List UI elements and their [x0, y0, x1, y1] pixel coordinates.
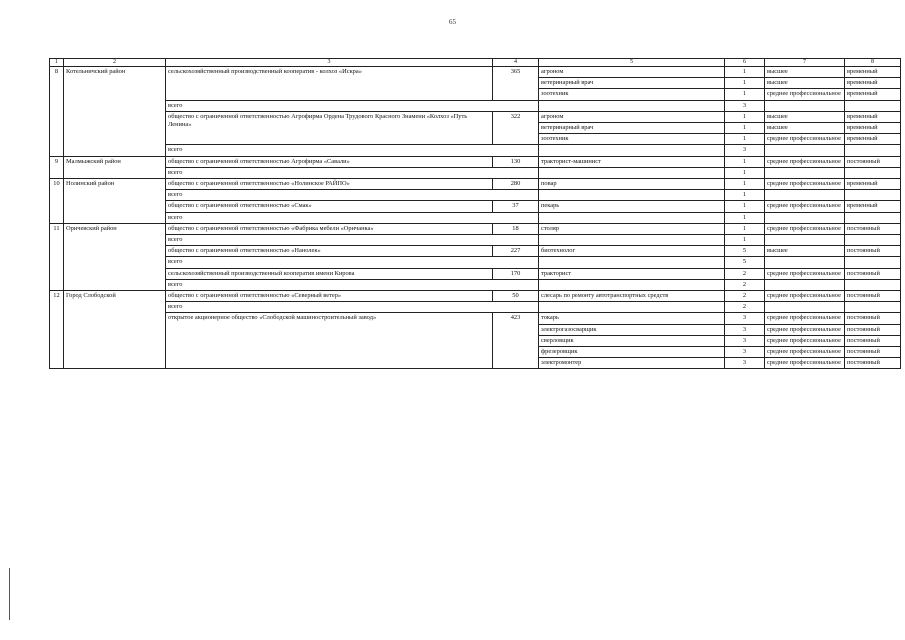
organization-name: общество с ограниченной ответственностью «Нанолек» [166, 246, 493, 257]
education-level: среднее профессиональное [765, 201, 845, 212]
education-level: среднее профессиональное [765, 313, 845, 324]
total-empty-cell [765, 212, 845, 223]
employment-type: постоянный [845, 246, 901, 257]
table-body [50, 59, 901, 369]
total-empty-cell [539, 235, 725, 246]
total-label: всего [166, 100, 539, 111]
profession: электрогазосварщик [539, 324, 725, 335]
total-quantity: 1 [725, 212, 765, 223]
organization-name: общество с ограниченной ответственностью «Северный ветер» [166, 291, 493, 302]
profession: биотехнолог [539, 246, 725, 257]
row-number: 11 [50, 223, 64, 290]
total-label: всего [166, 235, 539, 246]
column-header: 4 [493, 59, 539, 67]
employment-type: временный [845, 78, 901, 89]
profession: тракторист-машинист [539, 156, 725, 167]
profession: токарь [539, 313, 725, 324]
total-label: всего [166, 257, 539, 268]
employee-count: 170 [493, 268, 539, 279]
total-label: всего [166, 212, 539, 223]
education-level: высшее [765, 246, 845, 257]
profession: слесарь по ремонту автотранспортных средств [539, 291, 725, 302]
vacancy-quantity: 2 [725, 268, 765, 279]
employment-type: постоянный [845, 223, 901, 234]
employment-type: временный [845, 123, 901, 134]
education-level: среднее профессиональное [765, 89, 845, 100]
total-empty-cell [539, 279, 725, 290]
education-level: среднее профессиональное [765, 347, 845, 358]
profession: пекарь [539, 201, 725, 212]
total-empty-cell [845, 235, 901, 246]
employment-type: постоянный [845, 291, 901, 302]
employee-count: 423 [493, 313, 539, 369]
district-name: Котельничский район [64, 67, 166, 157]
education-level: среднее профессиональное [765, 268, 845, 279]
employee-count: 50 [493, 291, 539, 302]
table-row [50, 156, 901, 167]
employee-count: 365 [493, 67, 539, 101]
profession: тракторист [539, 268, 725, 279]
vacancy-quantity: 3 [725, 324, 765, 335]
total-label: всего [166, 167, 539, 178]
total-empty-cell [845, 100, 901, 111]
total-empty-cell [765, 100, 845, 111]
column-header: 1 [50, 59, 64, 67]
education-level: среднее профессиональное [765, 335, 845, 346]
total-empty-cell [765, 190, 845, 201]
total-empty-cell [765, 257, 845, 268]
total-row [50, 279, 901, 290]
vacancy-quantity: 3 [725, 358, 765, 369]
vacancy-quantity: 1 [725, 156, 765, 167]
total-quantity: 1 [725, 167, 765, 178]
total-empty-cell [845, 302, 901, 313]
employment-type: временный [845, 89, 901, 100]
profession: повар [539, 179, 725, 190]
employment-type: временный [845, 179, 901, 190]
employee-count: 37 [493, 201, 539, 212]
total-row [50, 190, 901, 201]
education-level: высшее [765, 67, 845, 78]
education-level: среднее профессиональное [765, 291, 845, 302]
employment-type: временный [845, 201, 901, 212]
education-level: среднее профессиональное [765, 358, 845, 369]
total-quantity: 1 [725, 235, 765, 246]
total-quantity: 2 [725, 279, 765, 290]
employment-type: постоянный [845, 347, 901, 358]
employee-count: 130 [493, 156, 539, 167]
education-level: высшее [765, 78, 845, 89]
table-row [50, 223, 901, 234]
total-row [50, 212, 901, 223]
total-empty-cell [845, 279, 901, 290]
vacancy-quantity: 2 [725, 291, 765, 302]
vacancy-quantity: 1 [725, 134, 765, 145]
district-name: Нолинский район [64, 179, 166, 224]
total-quantity: 3 [725, 100, 765, 111]
total-row [50, 257, 901, 268]
total-empty-cell [845, 257, 901, 268]
education-level: среднее профессиональное [765, 324, 845, 335]
profession: агроном [539, 111, 725, 122]
row-number: 12 [50, 291, 64, 369]
education-level: среднее профессиональное [765, 134, 845, 145]
organization-name: сельскохозяйственный производственный кооператив имени Кирова [166, 268, 493, 279]
district-name: Малмыжский район [64, 156, 166, 178]
total-empty-cell [539, 145, 725, 156]
employment-type: постоянный [845, 268, 901, 279]
vacancy-quantity: 3 [725, 313, 765, 324]
employment-type: временный [845, 67, 901, 78]
employee-count: 322 [493, 111, 539, 145]
total-row [50, 302, 901, 313]
total-empty-cell [765, 302, 845, 313]
table-row [50, 111, 901, 122]
total-empty-cell [845, 145, 901, 156]
profession: агроном [539, 67, 725, 78]
organization-name: общество с ограниченной ответственностью Агрофирма «Савали» [166, 156, 493, 167]
table-row [50, 246, 901, 257]
row-number: 10 [50, 179, 64, 224]
total-quantity: 2 [725, 302, 765, 313]
total-label: всего [166, 279, 539, 290]
organization-name: общество с ограниченной ответственностью «Нолинское РАЙПО» [166, 179, 493, 190]
table-row [50, 67, 901, 78]
employment-type: постоянный [845, 313, 901, 324]
total-empty-cell [845, 190, 901, 201]
employee-count: 18 [493, 223, 539, 234]
education-level: высшее [765, 111, 845, 122]
row-number: 8 [50, 67, 64, 157]
page-number: 65 [449, 18, 456, 26]
column-header: 7 [765, 59, 845, 67]
row-number: 9 [50, 156, 64, 178]
profession: ветеринарный врач [539, 123, 725, 134]
column-header: 3 [166, 59, 493, 67]
column-header: 5 [539, 59, 725, 67]
total-row [50, 235, 901, 246]
table-row [50, 268, 901, 279]
column-header-row [50, 59, 901, 67]
employment-type: постоянный [845, 324, 901, 335]
profession: столяр [539, 223, 725, 234]
total-quantity: 3 [725, 145, 765, 156]
column-header: 2 [64, 59, 166, 67]
district-name: Оричевский район [64, 223, 166, 290]
total-empty-cell [539, 100, 725, 111]
vacancy-quantity: 1 [725, 201, 765, 212]
total-quantity: 1 [725, 190, 765, 201]
employment-type: постоянный [845, 335, 901, 346]
vacancy-quantity: 1 [725, 111, 765, 122]
vacancy-quantity: 3 [725, 347, 765, 358]
employment-type: временный [845, 134, 901, 145]
total-row [50, 100, 901, 111]
column-header: 8 [845, 59, 901, 67]
total-row [50, 145, 901, 156]
vacancy-quantity: 5 [725, 246, 765, 257]
profession: электромонтер [539, 358, 725, 369]
vacancy-quantity: 3 [725, 335, 765, 346]
total-empty-cell [539, 257, 725, 268]
total-empty-cell [539, 167, 725, 178]
vacancy-table [49, 58, 901, 369]
employee-count: 227 [493, 246, 539, 257]
total-empty-cell [539, 190, 725, 201]
total-empty-cell [765, 145, 845, 156]
table-row [50, 201, 901, 212]
table-row [50, 291, 901, 302]
organization-name: общество с ограниченной ответственностью Агрофирма Ордена Трудового Красного Знамени «Колхоз «Путь Ленина» [166, 111, 493, 145]
total-label: всего [166, 190, 539, 201]
total-empty-cell [539, 212, 725, 223]
vacancy-quantity: 1 [725, 89, 765, 100]
total-label: всего [166, 145, 539, 156]
organization-name: сельскохозяйственный производственный кооператив - колхоз «Искра» [166, 67, 493, 101]
education-level: среднее профессиональное [765, 179, 845, 190]
profession: ветеринарный врач [539, 78, 725, 89]
profession: фрезеровщик [539, 347, 725, 358]
table-row [50, 179, 901, 190]
education-level: среднее профессиональное [765, 223, 845, 234]
table-row [50, 313, 901, 324]
total-empty-cell [765, 279, 845, 290]
district-name: Город Слободской [64, 291, 166, 369]
employment-type: временный [845, 111, 901, 122]
vacancy-quantity: 1 [725, 179, 765, 190]
vacancy-quantity: 1 [725, 67, 765, 78]
vacancy-quantity: 1 [725, 223, 765, 234]
total-empty-cell [845, 167, 901, 178]
vacancy-quantity: 1 [725, 123, 765, 134]
margin-mark [9, 568, 10, 620]
education-level: высшее [765, 123, 845, 134]
total-empty-cell [765, 235, 845, 246]
profession: зоотехник [539, 89, 725, 100]
education-level: среднее профессиональное [765, 156, 845, 167]
total-quantity: 5 [725, 257, 765, 268]
total-empty-cell [539, 302, 725, 313]
organization-name: общество с ограниченной ответственностью «Фабрика мебели «Оричанка» [166, 223, 493, 234]
total-empty-cell [765, 167, 845, 178]
column-header: 6 [725, 59, 765, 67]
organization-name: общество с ограниченной ответственностью «Смак» [166, 201, 493, 212]
vacancy-quantity: 1 [725, 78, 765, 89]
employee-count: 280 [493, 179, 539, 190]
organization-name: открытое акционерное общество «Слободской машиностроительный завод» [166, 313, 493, 369]
employment-type: постоянный [845, 156, 901, 167]
total-label: всего [166, 302, 539, 313]
profession: сверловщик [539, 335, 725, 346]
profession: зоотехник [539, 134, 725, 145]
total-row [50, 167, 901, 178]
employment-type: постоянный [845, 358, 901, 369]
total-empty-cell [845, 212, 901, 223]
